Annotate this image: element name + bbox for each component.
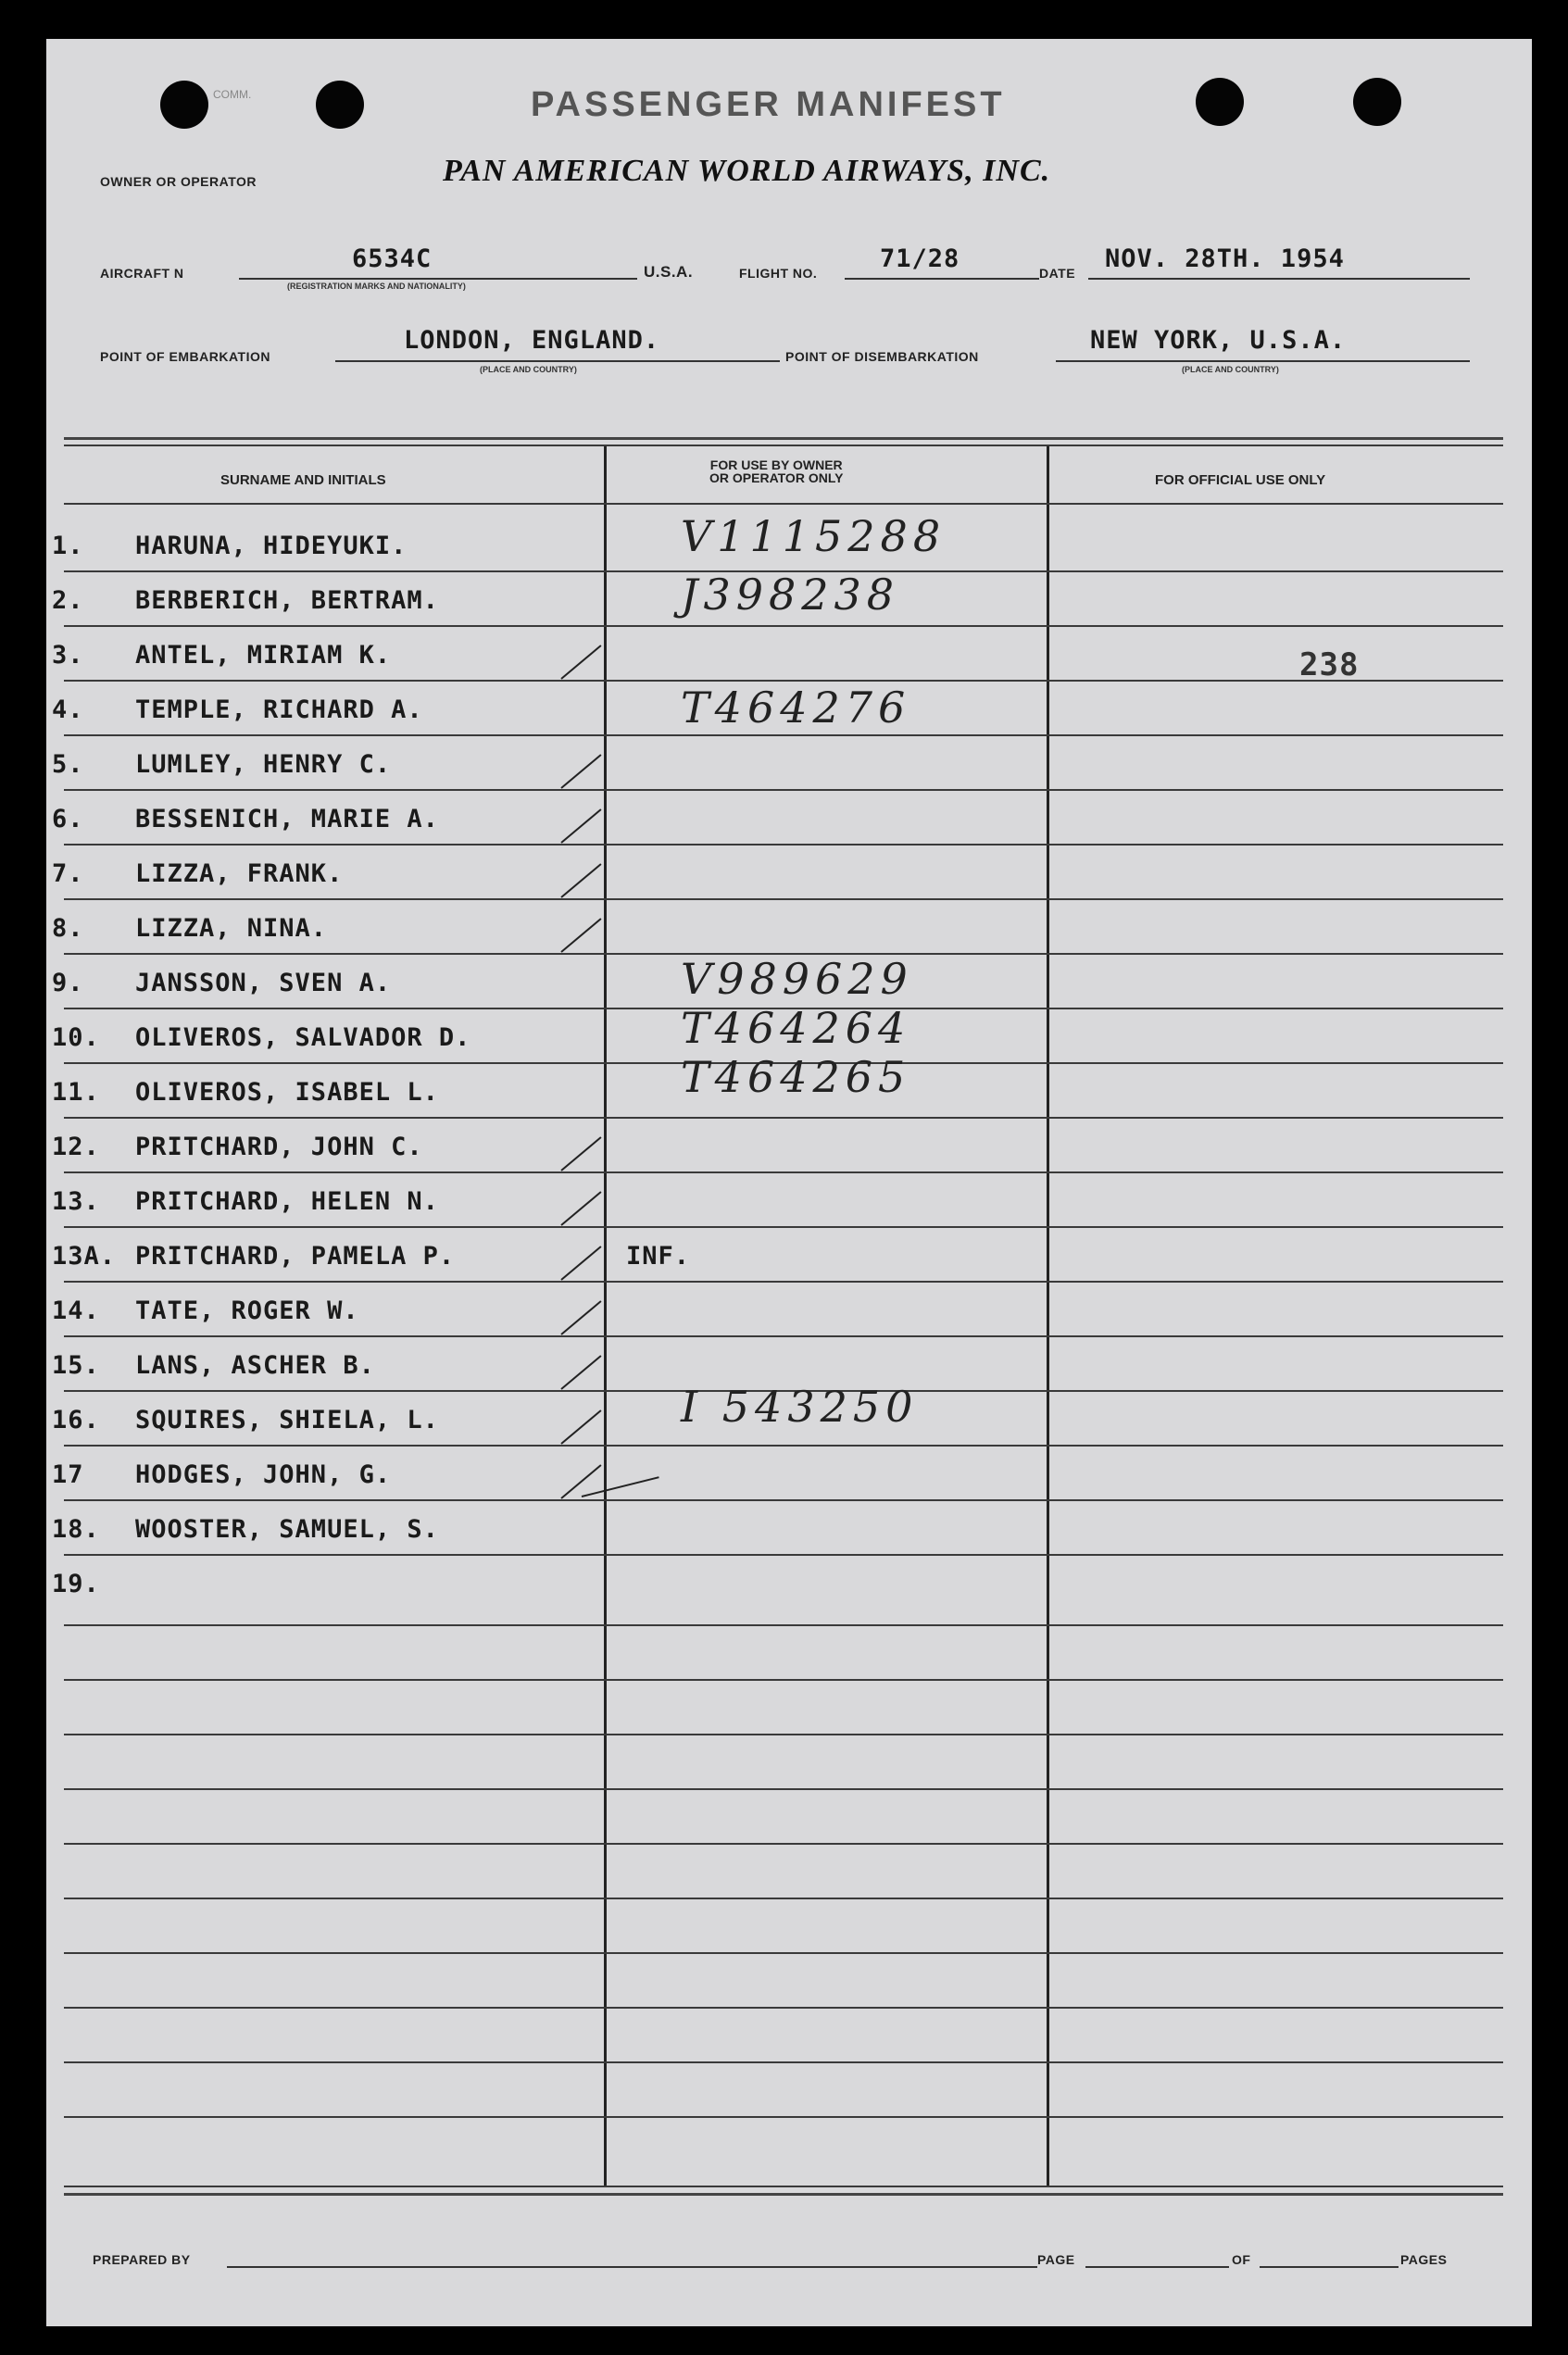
passenger-name: JANSSON, SVEN A.: [135, 969, 392, 997]
owner-label: OWNER OR OPERATOR: [100, 174, 257, 189]
passenger-name: BESSENICH, MARIE A.: [135, 805, 439, 833]
row-number: 16.: [52, 1406, 100, 1434]
column-header-owner: [709, 458, 843, 484]
table-bottom-rule-2: [64, 2193, 1503, 2196]
embarkation-value: LONDON, ENGLAND.: [404, 326, 660, 355]
column-header-owner-line1: FOR USE BY OWNER: [709, 457, 843, 472]
flight-label: FLIGHT NO.: [739, 266, 818, 281]
manifest-sheet: [46, 39, 1532, 2326]
row-rule: [64, 1117, 1503, 1119]
passenger-name: PRITCHARD, HELEN N.: [135, 1187, 439, 1216]
column-header-rule: [64, 503, 1503, 505]
embarkation-underline: [335, 360, 780, 362]
column-header-surname: SURNAME AND INITIALS: [220, 472, 386, 488]
row-number: 11.: [52, 1078, 100, 1107]
embarkation-caption: (PLACE AND COUNTRY): [480, 365, 577, 374]
prepared-by-label: PREPARED BY: [93, 2252, 191, 2267]
column-divider-owner: [604, 446, 607, 2187]
row-rule: [64, 1226, 1503, 1228]
row-number: 19.: [52, 1570, 100, 1598]
blank-row-rule: [64, 1624, 1503, 1626]
aircraft-underline: [239, 278, 637, 280]
blank-row-rule: [64, 2007, 1503, 2009]
punch-hole-right-1: [1196, 78, 1244, 126]
row-number: 17: [52, 1460, 84, 1489]
row-number: 1.: [52, 532, 84, 560]
owner-use-entry: I 543250: [681, 1382, 919, 1432]
table-bottom-rule: [64, 2186, 1503, 2187]
passenger-name: LUMLEY, HENRY C.: [135, 750, 392, 779]
passenger-name: SQUIRES, SHIELA, L.: [135, 1406, 439, 1434]
passenger-name: TATE, ROGER W.: [135, 1297, 359, 1325]
passenger-name: PRITCHARD, JOHN C.: [135, 1133, 423, 1161]
passenger-name: OLIVEROS, SALVADOR D.: [135, 1023, 471, 1052]
disembarkation-caption: (PLACE AND COUNTRY): [1182, 365, 1279, 374]
blank-row-rule: [64, 1843, 1503, 1845]
owner-use-entry: T464276: [681, 683, 911, 733]
owner-use-entry: J398238: [681, 570, 900, 620]
disembarkation-label: POINT OF DISEMBARKATION: [785, 349, 979, 364]
row-number: 4.: [52, 695, 84, 724]
row-number: 3.: [52, 641, 84, 670]
prepared-by-underline: [227, 2266, 1037, 2268]
row-number: 9.: [52, 969, 84, 997]
row-number: 6.: [52, 805, 84, 833]
column-divider-official: [1047, 446, 1049, 2187]
row-number: 2.: [52, 586, 84, 615]
row-rule: [64, 1445, 1503, 1447]
passenger-name: HARUNA, HIDEYUKI.: [135, 532, 408, 560]
embarkation-label: POINT OF EMBARKATION: [100, 349, 270, 364]
blank-row-rule: [64, 2061, 1503, 2063]
row-number: 10.: [52, 1023, 100, 1052]
row-rule: [64, 625, 1503, 627]
row-number: 15.: [52, 1351, 100, 1380]
registration-caption: (REGISTRATION MARKS AND NATIONALITY): [287, 282, 466, 291]
row-rule: [64, 844, 1503, 846]
column-header-official: FOR OFFICIAL USE ONLY: [1155, 472, 1326, 488]
owner-use-entry: V1115288: [681, 511, 947, 561]
blank-row-rule: [64, 1952, 1503, 1954]
blank-row-rule: [64, 1788, 1503, 1790]
owner-use-entry: T464264: [681, 1003, 911, 1053]
passenger-name: HODGES, JOHN, G.: [135, 1460, 392, 1489]
faded-stamp: [213, 89, 251, 101]
row-number: 7.: [52, 859, 84, 888]
row-rule: [64, 1335, 1503, 1337]
row-rule: [64, 789, 1503, 791]
stamp-text: COMM.: [213, 88, 252, 101]
page-underline: [1085, 2266, 1229, 2268]
of-label: OF: [1232, 2252, 1251, 2267]
disembarkation-value: NEW YORK, U.S.A.: [1090, 326, 1347, 355]
blank-row-rule: [64, 2116, 1503, 2118]
aircraft-value: 6534C: [352, 244, 433, 273]
punch-hole-left-2: [316, 81, 364, 129]
company-name: PAN AMERICAN WORLD AIRWAYS, INC.: [443, 154, 1051, 188]
of-underline: [1260, 2266, 1399, 2268]
punch-hole-left: [160, 81, 208, 129]
row-number: 14.: [52, 1297, 100, 1325]
row-rule: [64, 1171, 1503, 1173]
pages-label: PAGES: [1400, 2252, 1448, 2267]
owner-use-entry: V989629: [681, 954, 913, 1004]
row-number: 12.: [52, 1133, 100, 1161]
table-top-rule: [64, 437, 1503, 440]
row-number: 8.: [52, 914, 84, 943]
row-rule: [64, 898, 1503, 900]
row-number: 18.: [52, 1515, 100, 1544]
row-number: 13.: [52, 1187, 100, 1216]
table-top-rule-2: [64, 445, 1503, 446]
owner-use-entry: INF.: [626, 1242, 691, 1271]
column-header-owner-line2: OR OPERATOR ONLY: [709, 470, 844, 485]
blank-row-rule: [64, 1734, 1503, 1735]
page-label: PAGE: [1037, 2252, 1075, 2267]
row-rule: [64, 1281, 1503, 1283]
row-rule: [64, 1554, 1503, 1556]
row-rule: [64, 734, 1503, 736]
passenger-name: LANS, ASCHER B.: [135, 1351, 375, 1380]
passenger-name: TEMPLE, RICHARD A.: [135, 695, 423, 724]
punch-hole-right-2: [1353, 78, 1401, 126]
date-value: NOV. 28TH. 1954: [1105, 244, 1345, 273]
date-underline: [1088, 278, 1470, 280]
passenger-name: LIZZA, NINA.: [135, 914, 328, 943]
row-number: 13A.: [52, 1242, 117, 1271]
row-rule: [64, 680, 1503, 682]
flight-value: 71/28: [880, 244, 960, 273]
date-label: DATE: [1039, 266, 1076, 281]
usa-label: U.S.A.: [644, 263, 694, 281]
row-rule: [64, 1499, 1503, 1501]
disembarkation-underline: [1056, 360, 1470, 362]
passenger-name: OLIVEROS, ISABEL L.: [135, 1078, 439, 1107]
owner-use-entry: T464265: [681, 1052, 911, 1102]
page-title: PASSENGER MANIFEST: [531, 85, 1006, 124]
passenger-name: PRITCHARD, PAMELA P.: [135, 1242, 456, 1271]
passenger-name: BERBERICH, BERTRAM.: [135, 586, 439, 615]
passenger-name: LIZZA, FRANK.: [135, 859, 344, 888]
aircraft-label: AIRCRAFT N: [100, 266, 184, 281]
flight-underline: [845, 278, 1039, 280]
blank-row-rule: [64, 1898, 1503, 1899]
official-use-note: 238: [1299, 646, 1360, 683]
row-number: 5.: [52, 750, 84, 779]
passenger-name: WOOSTER, SAMUEL, S.: [135, 1515, 439, 1544]
passenger-name: ANTEL, MIRIAM K.: [135, 641, 392, 670]
blank-row-rule: [64, 1679, 1503, 1681]
